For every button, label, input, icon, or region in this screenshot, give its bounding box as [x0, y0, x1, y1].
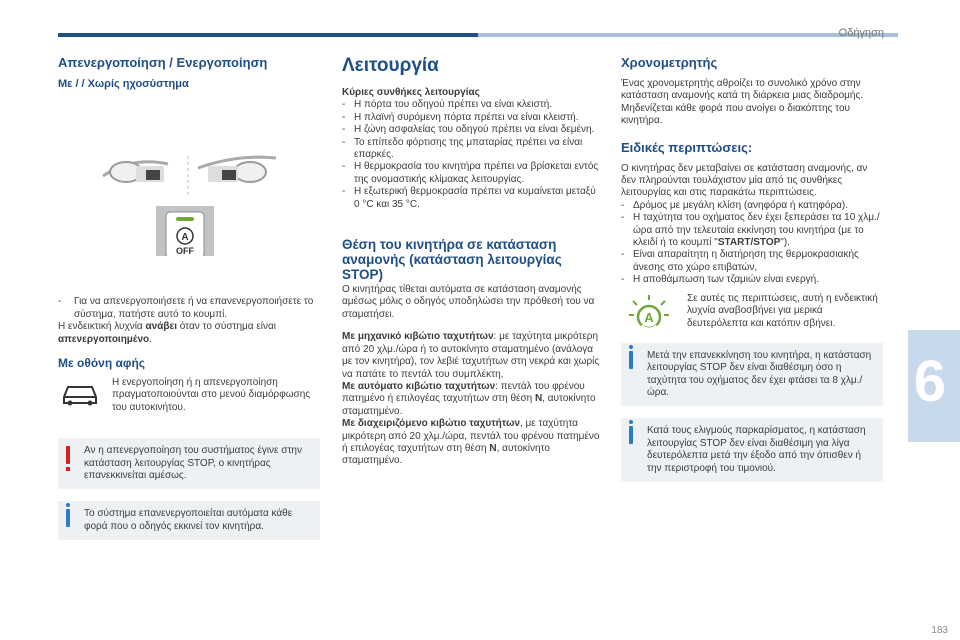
special-cases-list	[621, 200, 883, 287]
warning-note	[58, 438, 320, 489]
dashboard-buttons-illustration	[58, 96, 320, 256]
info-restart-text: Μετά την επανεκκίνηση του κινητήρα, η κατάσταση λειτουργίας STOP δεν είναι διαθέσιμη όσο η ταχύτητα του οχήματος δεν έχει φτάσει τα 8 χλμ./ώρα.	[647, 349, 872, 398]
touchscreen-text: Η ενεργοποίηση ή η απενεργοποίηση πραγματοποιούνται στο μενού διαμόρφωσης του αυτοκινήτου.	[112, 377, 311, 413]
special-cases-text: Ο κινητήρας δεν μεταβαίνει σε κατάσταση αναμονής, αν δεν πληρούνται τουλάχιστον μία από τις συνθήκες λειτουργίας και στις παρακάτω περιπτώσεις.	[621, 162, 868, 199]
instruction-lamp-text: Η ενδεικτική λυχνία ανάβει όταν το σύστημα είναι απενεργοποιημένο.	[58, 321, 277, 345]
list-item: - Είναι απαραίτητη η διατήρηση της θερμοκρασιακής άνεσης στο χώρο επιβατών,	[621, 249, 883, 274]
steering-wheel-left-icon	[103, 162, 168, 182]
stop-mode-text: Ο κινητήρας τίθεται αυτόματα σε κατάσταση αναμονής αμέσως μόλις ο οδηγός υποδηλώσει την πρόθεσή του να σταματήσει.	[342, 284, 595, 320]
list-item: - Η ταχύτητα του οχήματος δεν έχει ξεπεράσει τα 10 χλμ./ώρα από την τελευταία εκκίνηση του κινητήρα (με το κλειδί ή το κουμπί "START/STOP").	[621, 212, 883, 249]
info-note	[58, 501, 320, 540]
list-item: - Η ζώνη ασφαλείας του οδηγού πρέπει να είναι δεμένη.	[342, 124, 604, 136]
list-item: - Το επίπεδο φόρτισης της μπαταρίας πρέπει να είναι επαρκές.	[342, 137, 604, 162]
special-cases-title: Ειδικές περιπτώσεις:	[621, 139, 753, 155]
list-item: - Η αποθάμπωση των τζαμιών είναι ενεργή.	[621, 274, 883, 286]
off-button-label: OFF	[176, 246, 194, 257]
steering-wheel-right-icon	[198, 158, 276, 183]
auto-gearbox-text: Με αυτόματο κιβώτιο ταχυτήτων: πεντάλ του φρένου πατημένο ή επιλογέας ταχυτήτων στη θέση N, αυτοκίνητο σταματημένο.	[342, 380, 596, 417]
touchscreen-title: Με οθόνη αφής	[58, 356, 146, 371]
chapter-number: 6	[913, 349, 946, 414]
list-item: - Δρόμος με μεγάλη κλίση (ανηφόρα ή κατηφόρα).	[621, 200, 883, 212]
manual-gearbox-text: Με μηχανικό κιβώτιο ταχυτήτων: με ταχύτητα μικρότερη από 20 χλμ./ώρα ή το αυτοκίνητο σταματημένο (ανάλογα με τον κινητήρα), τον λεβιέ ταχυτήτων στη νεκρά και χωρίς να πατάτε το πεντάλ του συμπλέκτη,	[342, 331, 600, 380]
svg-text:A: A	[181, 232, 189, 244]
warning-text: Αν η απενεργοποίηση του συστήματος έγινε στην κατάσταση λειτουργίας STOP, ο κινητήρας επανεκκινείται αμέσως.	[84, 445, 302, 482]
header-bar	[58, 33, 478, 37]
list-item: - Η πόρτα του οδηγού πρέπει να είναι κλειστή.	[342, 99, 604, 111]
robot-gearbox-text: Με διαχειριζόμενο κιβώτιο ταχυτήτων, με ταχύτητα μικρότερη από 20 χλμ./ώρα, πεντάλ του φρένου πατημένο ή επιλογέας ταχυτήτων στη θέση N, αυτοκίνητο σταματημένο.	[342, 418, 600, 467]
warning-icon	[66, 446, 70, 464]
info-parking-text: Κατά τους ελιγμούς παρκαρίσματος, η κατάσταση λειτουργίας STOP δεν είναι διαθέσιμη για λίγα δευτερόλεπτα μετά την έξοδο από την όπισθεν ή την περιστροφή του τιμονιού.	[647, 425, 866, 474]
info-note-restart	[621, 343, 883, 407]
instruction-bullet: - Για να απενεργοποιήσετε ή να επανενεργοποιήσετε το σύστημα, πατήστε αυτό το κουμπί.	[58, 296, 320, 321]
list-item: - Η εξωτερική θερμοκρασία πρέπει να κυμαίνεται μεταξύ 0 °C και 35 °C.	[342, 186, 604, 211]
audio-subtitle: Με / / Χωρίς ηχοσύστημα	[58, 78, 189, 90]
touchscreen-row	[58, 377, 320, 414]
operation-title: Λειτουργία	[342, 55, 439, 76]
stop-start-lamp-icon	[625, 293, 673, 333]
lamp-row	[621, 293, 883, 333]
column-deactivation	[58, 55, 320, 540]
timer-text: Ένας χρονομετρητής αθροίζει το συνολικό χρόνο στην κατάσταση αναμονής κατά τη διάρκεια μιας διαδρομής. Μηδενίζεται κάθε φορά που ανοίγει ο διακόπτης του κινητήρα.	[621, 78, 864, 127]
list-item: - Η πλαϊνή συρόμενη πόρτα πρέπει να είναι κλειστή.	[342, 112, 604, 124]
section-label: Οδήγηση	[838, 27, 884, 39]
info-icon	[629, 351, 633, 369]
info-icon	[629, 426, 633, 444]
info-icon	[66, 509, 70, 527]
car-settings-icon	[58, 379, 102, 409]
svg-text:A: A	[644, 309, 654, 325]
timer-title: Χρονομετρητής	[621, 55, 718, 70]
conditions-list	[342, 99, 604, 211]
header-bar-light	[478, 33, 898, 37]
column-timer	[621, 55, 883, 482]
instruction	[58, 296, 320, 346]
conditions-title: Κύριες συνθήκες λειτουργίας	[342, 87, 480, 98]
deactivation-title: Απενεργοποίηση / Ενεργοποίηση	[58, 55, 268, 70]
info-text: Το σύστημα επανενεργοποιείται αυτόματα κάθε φορά που ο οδηγός εκκινεί τον κινητήρα.	[84, 508, 293, 532]
list-item: - Η θερμοκρασία του κινητήρα πρέπει να βρίσκεται εντός της ονομαστικής κλίμακας λειτουργίας.	[342, 161, 604, 186]
column-operation	[342, 55, 604, 468]
info-note-parking	[621, 418, 883, 482]
stop-mode-title: Θέση του κινητήρα σε κατάσταση αναμονής (κατάσταση λειτουργίας STOP)	[342, 237, 562, 283]
page-number: 183	[931, 625, 948, 636]
lamp-text: Σε αυτές τις περιπτώσεις, αυτή η ενδεικτική λυχνία αναβοσβήνει για μερικά δευτερόλεπτα και κατόπιν σβήνει.	[687, 292, 878, 329]
